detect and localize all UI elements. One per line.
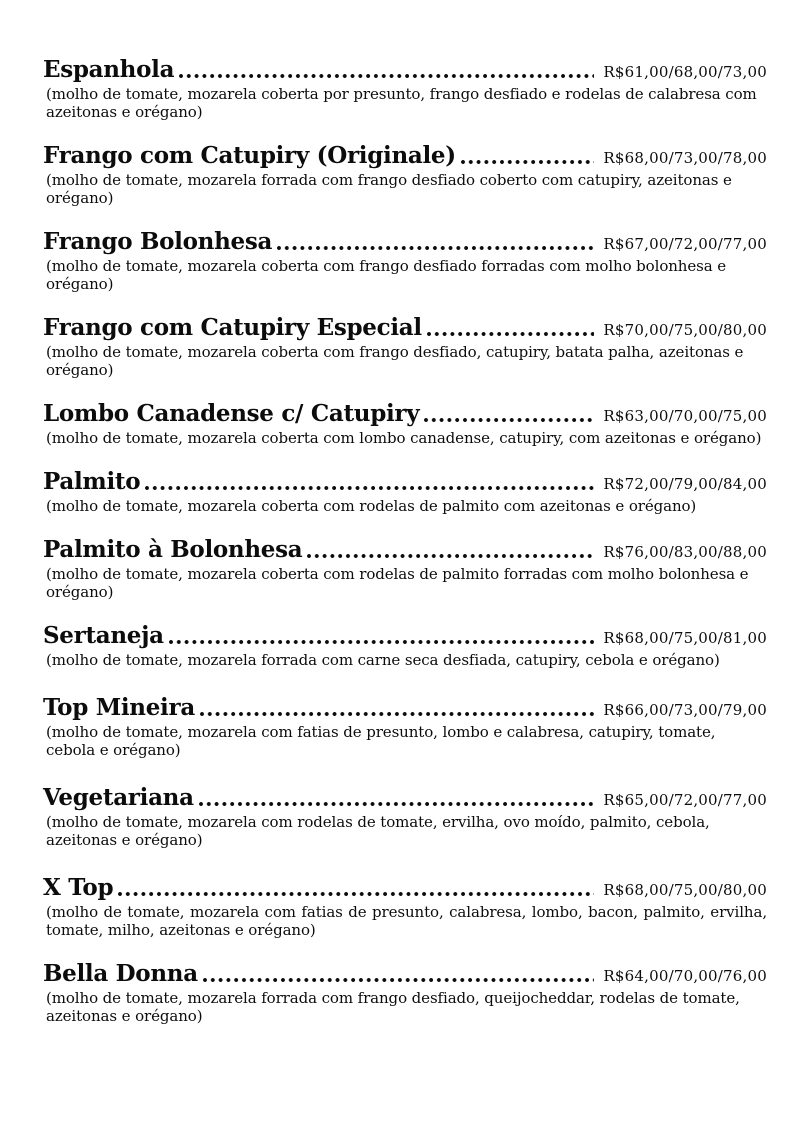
menu-item-name: Palmito à Bolonhesa	[43, 536, 303, 563]
menu-item	[43, 694, 767, 759]
menu-item-title-row	[43, 400, 767, 428]
menu-item-name: Frango com Catupiry (Originale)	[43, 142, 456, 169]
menu-item-price: R$68,00/73,00/78,00	[603, 149, 767, 167]
menu-item-name: Frango com Catupiry Especial	[43, 314, 422, 341]
dotted-leader	[145, 486, 594, 490]
dotted-leader	[461, 160, 595, 164]
menu-item-title-row	[43, 228, 767, 256]
menu-item-name: Palmito	[43, 468, 141, 495]
dotted-leader	[200, 712, 595, 716]
menu-item	[43, 142, 767, 207]
menu-item-description: (molho de tomate, mozarela com fatias de presunto, lombo e calabresa, catupiry, tomate, cebola e orégano)	[46, 723, 716, 759]
menu-item-price: R$67,00/72,00/77,00	[603, 235, 767, 253]
menu-item-name: Lombo Canadense c/ Catupiry	[43, 400, 420, 427]
menu-item-title-row	[43, 874, 767, 902]
menu-item-description: (molho de tomate, mozarela coberta com rodelas de palmito com azeitonas e orégano)	[46, 497, 697, 515]
dotted-leader	[169, 640, 595, 644]
menu-item-description: (molho de tomate, mozarela com rodelas de tomate, ervilha, ovo moído, palmito, cebola, azeitonas e orégano)	[46, 813, 710, 849]
menu-item	[43, 784, 767, 849]
menu-item-name: Frango Bolonhesa	[43, 228, 273, 255]
menu-item-price: R$76,00/83,00/88,00	[603, 543, 767, 561]
menu-item-title-row	[43, 784, 767, 812]
menu-item-name: Bella Donna	[43, 960, 198, 987]
dotted-leader	[307, 554, 594, 558]
menu-item-description: (molho de tomate, mozarela coberta com frango desfiado, catupiry, batata palha, azeitonas e orégano)	[46, 343, 744, 379]
menu-item-description: (molho de tomate, mozarela com fatias de presunto, calabresa, lombo, bacon, palmito, ervilha, tomate, milho, azeitonas e orégano)	[46, 903, 767, 939]
dotted-leader	[199, 802, 595, 806]
menu-item-price: R$68,00/75,00/80,00	[603, 881, 767, 899]
dotted-leader	[179, 74, 594, 78]
dotted-leader	[277, 246, 594, 250]
menu-item-name: Sertaneja	[43, 622, 164, 649]
menu-item	[43, 468, 767, 515]
menu-item-price: R$61,00/68,00/73,00	[603, 63, 767, 81]
menu-item-description: (molho de tomate, mozarela coberta com rodelas de palmito forradas com molho bolonhesa e orégano)	[46, 565, 749, 601]
menu-item	[43, 400, 767, 447]
menu-item-price: R$66,00/73,00/79,00	[603, 701, 767, 719]
menu-item-price: R$70,00/75,00/80,00	[603, 321, 767, 339]
menu-item-description: (molho de tomate, mozarela coberta com frango desfiado forradas com molho bolonhesa e orégano)	[46, 257, 727, 293]
menu-item-title-row	[43, 622, 767, 650]
menu-item-title-row	[43, 56, 767, 84]
menu-item-title-row	[43, 468, 767, 496]
menu-item-price: R$68,00/75,00/81,00	[603, 629, 767, 647]
menu-item-title-row	[43, 536, 767, 564]
menu-item	[43, 228, 767, 293]
menu-item	[43, 874, 767, 939]
menu-item-description: (molho de tomate, mozarela forrada com frango desfiado coberto com catupiry, azeitonas e orégano)	[46, 171, 732, 207]
menu-item-price: R$64,00/70,00/76,00	[603, 967, 767, 985]
menu-item-price: R$72,00/79,00/84,00	[603, 475, 767, 493]
menu-item-description: (molho de tomate, mozarela forrada com carne seca desfiada, catupiry, cebola e orégano)	[46, 651, 720, 669]
dotted-leader	[427, 332, 595, 336]
dotted-leader	[424, 418, 594, 422]
menu-item-title-row	[43, 960, 767, 988]
menu-item	[43, 622, 767, 669]
menu-item-description: (molho de tomate, mozarela coberta com lombo canadense, catupiry, com azeitonas e orégano)	[46, 429, 762, 447]
menu-item-name: X Top	[43, 874, 114, 901]
menu-item-description: (molho de tomate, mozarela forrada com frango desfiado, queijocheddar, rodelas de tomate, azeitonas e orégano)	[46, 989, 740, 1025]
menu-item-price: R$65,00/72,00/77,00	[603, 791, 767, 809]
dotted-leader	[118, 892, 594, 896]
menu-item	[43, 56, 767, 121]
menu-item-title-row	[43, 142, 767, 170]
menu-item-name: Top Mineira	[43, 694, 195, 721]
menu-item-title-row	[43, 694, 767, 722]
menu-item-name: Espanhola	[43, 56, 175, 83]
dotted-leader	[203, 978, 595, 982]
menu-item-title-row	[43, 314, 767, 342]
menu-item	[43, 314, 767, 379]
menu-item-name: Vegetariana	[43, 784, 194, 811]
menu-item	[43, 960, 767, 1025]
menu-item-price: R$63,00/70,00/75,00	[603, 407, 767, 425]
menu-item	[43, 536, 767, 601]
menu-item-description: (molho de tomate, mozarela coberta por presunto, frango desfiado e rodelas de calabresa com azeitonas e orégano)	[46, 85, 757, 121]
